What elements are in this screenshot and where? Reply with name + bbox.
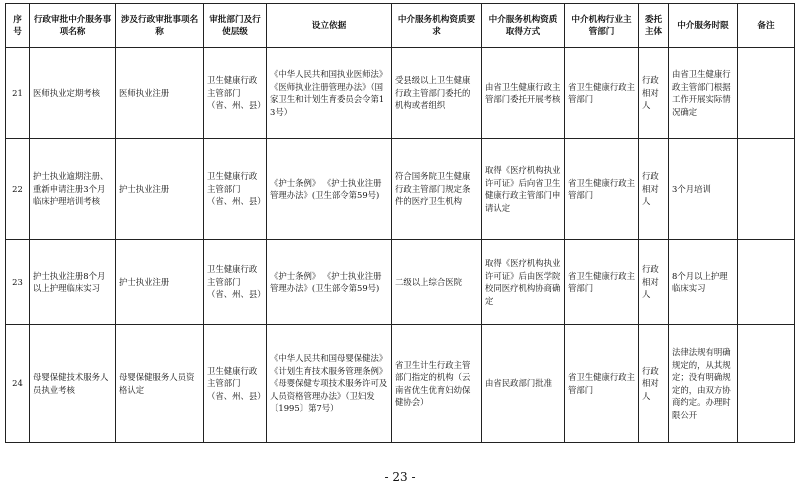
header-department: 审批部门及行使层级 xyxy=(204,4,267,48)
cell-approval-item: 护士执业注册 xyxy=(116,139,204,240)
cell-industry-dept: 省卫生健康行政主管部门 xyxy=(565,325,639,443)
cell-entrusting-party: 行政相对人 xyxy=(639,139,669,240)
cell-entrusting-party: 行政相对人 xyxy=(639,48,669,139)
cell-seq: 24 xyxy=(6,325,30,443)
header-approval-item: 涉及行政审批事项名称 xyxy=(116,4,204,48)
header-remarks: 备注 xyxy=(738,4,795,48)
cell-seq: 21 xyxy=(6,48,30,139)
cell-basis: 《中华人民共和国执业医师法》 《医师执业注册管理办法》（国家卫生和计划生育委员会令第13号） xyxy=(267,48,392,139)
cell-remarks xyxy=(738,48,795,139)
cell-industry-dept: 省卫生健康行政主管部门 xyxy=(565,48,639,139)
cell-department: 卫生健康行政主管部门（省、州、县） xyxy=(204,325,267,443)
header-basis: 设立依据 xyxy=(267,4,392,48)
header-industry-dept: 中介机构行业主管部门 xyxy=(565,4,639,48)
cell-approval-item: 医师执业注册 xyxy=(116,48,204,139)
header-entrusting-party: 委托主体 xyxy=(639,4,669,48)
cell-department: 卫生健康行政主管部门（省、州、县） xyxy=(204,240,267,325)
cell-remarks xyxy=(738,240,795,325)
cell-entrusting-party: 行政相对人 xyxy=(639,240,669,325)
header-service-item: 行政审批中介服务事项名称 xyxy=(30,4,116,48)
cell-basis: 《护士条例》 《护士执业注册管理办法》(卫生部令第59号) xyxy=(267,240,392,325)
cell-approval-item: 母婴保健服务人员资格认定 xyxy=(116,325,204,443)
cell-approval-item: 护士执业注册 xyxy=(116,240,204,325)
table-row xyxy=(6,240,795,325)
cell-qualification: 受县级以上卫生健康行政主管部门委托的机构或者组织 xyxy=(392,48,482,139)
service-items-table xyxy=(5,3,795,443)
cell-service-item: 护士执业注册8个月以上护理临床实习 xyxy=(30,240,116,325)
table-row xyxy=(6,139,795,240)
cell-remarks xyxy=(738,325,795,443)
cell-industry-dept: 省卫生健康行政主管部门 xyxy=(565,240,639,325)
cell-qualification: 符合国务院卫生健康行政主管部门规定条件的医疗卫生机构 xyxy=(392,139,482,240)
cell-time-limit: 3个月培训 xyxy=(669,139,738,240)
cell-basis: 《中华人民共和国母婴保健法》 《计划生育技术服务管理条例》 《母婴保健专项技术服务许可及人员资格管理办法》（卫妇发〔1995〕第7号） xyxy=(267,325,392,443)
cell-industry-dept: 省卫生健康行政主管部门 xyxy=(565,139,639,240)
header-acquisition: 中介服务机构资质取得方式 xyxy=(482,4,565,48)
table-row xyxy=(6,325,795,443)
cell-service-item: 护士执业逾期注册、重新申请注册3个月临床护理培训考核 xyxy=(30,139,116,240)
cell-remarks xyxy=(738,139,795,240)
cell-qualification: 省卫生计生行政主管部门指定的机构（云南省优生优育妇幼保健协会） xyxy=(392,325,482,443)
cell-service-item: 医师执业定期考核 xyxy=(30,48,116,139)
cell-time-limit: 8个月以上护理临床实习 xyxy=(669,240,738,325)
header-seq: 序号 xyxy=(6,4,30,48)
cell-time-limit: 由省卫生健康行政主管部门根据工作开展实际情况确定 xyxy=(669,48,738,139)
cell-acquisition: 由省卫生健康行政主管部门委托开展考核 xyxy=(482,48,565,139)
cell-acquisition: 取得《医疗机构执业许可证》后向省卫生健康行政主管部门申请认定 xyxy=(482,139,565,240)
header-time-limit: 中介服务时限 xyxy=(669,4,738,48)
cell-service-item: 母婴保健技术服务人员执业考核 xyxy=(30,325,116,443)
cell-qualification: 二级以上综合医院 xyxy=(392,240,482,325)
header-row xyxy=(6,4,795,48)
cell-seq: 23 xyxy=(6,240,30,325)
cell-acquisition: 取得《医疗机构执业许可证》后由医学院校同医疗机构协商确定 xyxy=(482,240,565,325)
cell-seq: 22 xyxy=(6,139,30,240)
table-row xyxy=(6,48,795,139)
header-qualification: 中介服务机构资质要求 xyxy=(392,4,482,48)
cell-basis: 《护士条例》 《护士执业注册管理办法》(卫生部令第59号) xyxy=(267,139,392,240)
cell-acquisition: 由省民政部门批准 xyxy=(482,325,565,443)
cell-department: 卫生健康行政主管部门（省、州、县） xyxy=(204,48,267,139)
page-number: - 23 - xyxy=(384,470,416,484)
cell-department: 卫生健康行政主管部门（省、州、县） xyxy=(204,139,267,240)
cell-time-limit: 法律法规有明确规定的，从其规定；没有明确规定的，由双方协商约定。办理时限公开 xyxy=(669,325,738,443)
cell-entrusting-party: 行政相对人 xyxy=(639,325,669,443)
